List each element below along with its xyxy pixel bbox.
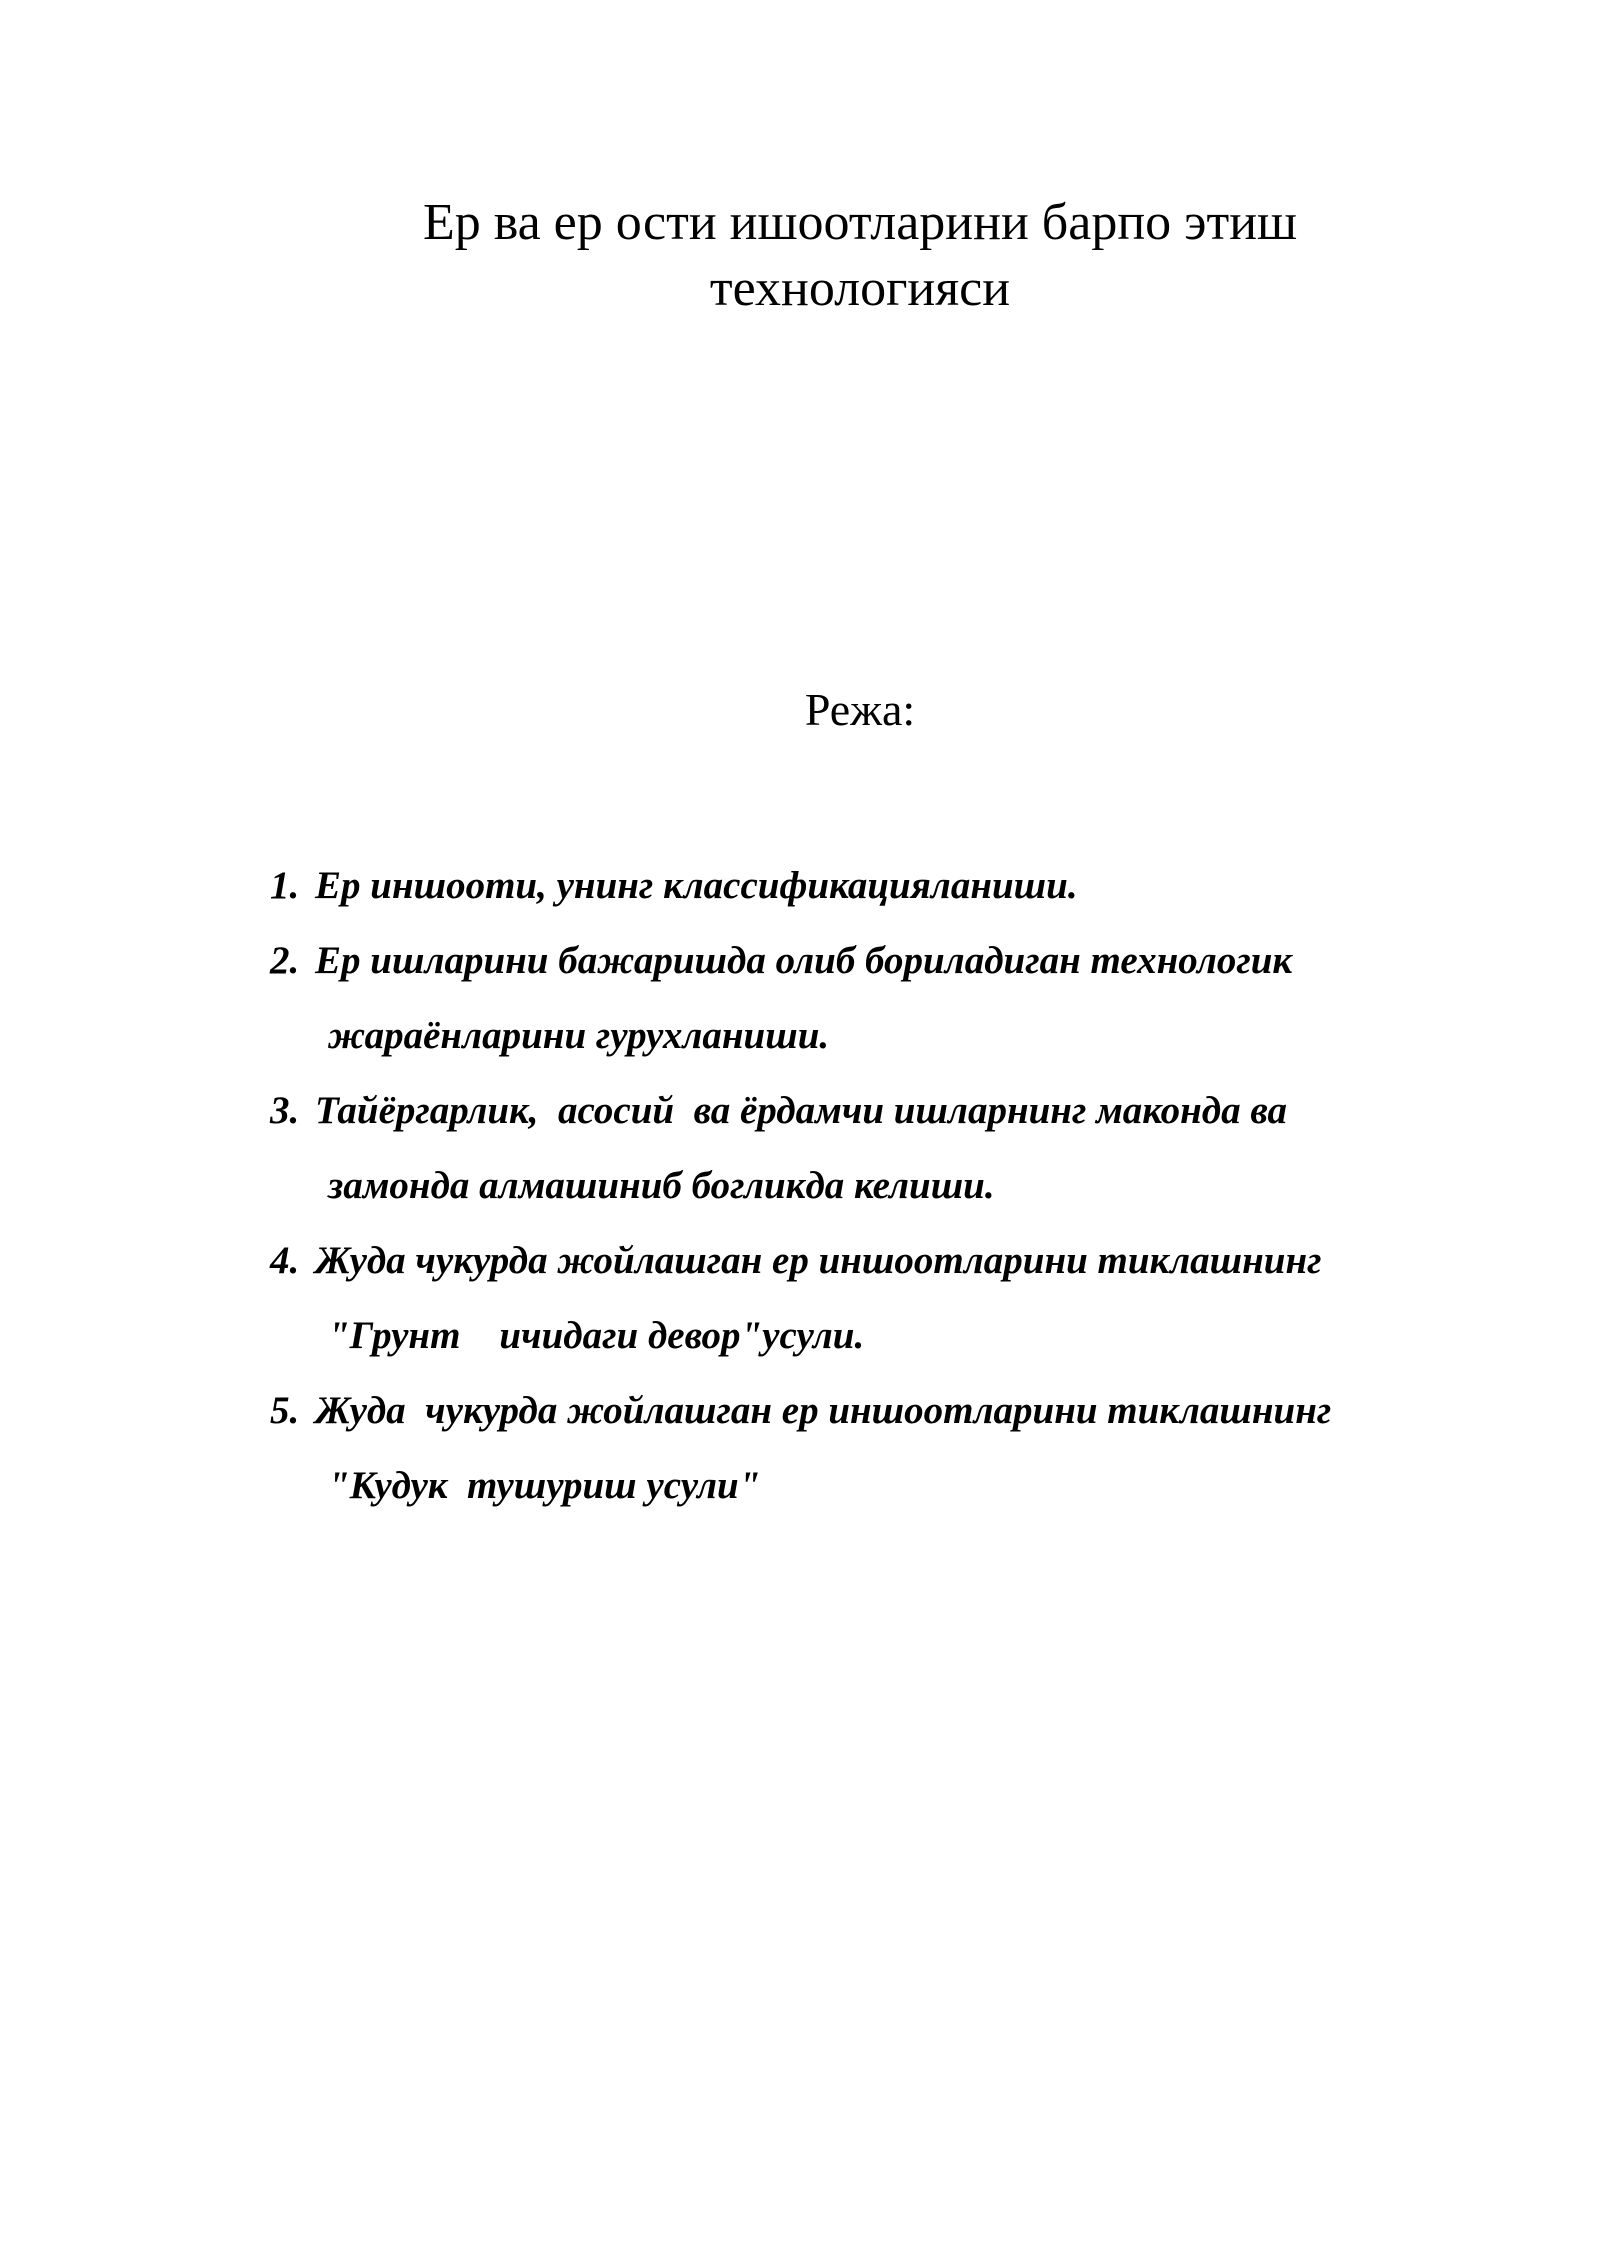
plan-item-text: Тайёргарлик, асосий ва ёрдамчи ишларнинг маконда ва [315,1089,1287,1132]
plan-item-3 [270,1073,1520,1223]
plan-item-number: 4. [270,1239,300,1282]
plan-item-2 [270,923,1520,1073]
document-title [260,190,1460,322]
plan-item-4 [270,1223,1520,1373]
plan-list [270,848,1520,1523]
plan-item-number: 5. [270,1389,300,1432]
plan-item-number: 2. [270,939,300,982]
plan-heading: Режа: [804,684,916,735]
plan-item-text-continued: "Кудук тушуриш усули" [328,1464,761,1507]
plan-item-text-continued: замонда алмашиниб богликда келиши. [328,1164,995,1207]
plan-item-text: Ер иншооти, унинг классификацияланиши. [315,864,1078,907]
plan-item-text: Ер ишларини бажаришда олиб бориладиган технологик [315,939,1293,982]
plan-item-text: Жуда чукурда жойлашган ер иншоотларини тиклашнинг [315,1389,1332,1432]
plan-item-text-continued: "Грунт ичидаги девор"усули. [328,1314,865,1357]
plan-item-text: Жуда чукурда жойлашган ер иншоотларини тиклашнинг [315,1239,1322,1282]
plan-item-number: 3. [270,1089,300,1132]
plan-item-5 [270,1373,1520,1523]
plan-item-1 [270,848,1520,923]
document-title-line-1: Ер ва ер ости ишоотларини барпо этиш [422,193,1298,251]
document-title-line-2: технологияси [709,259,1011,317]
plan-item-number: 1. [270,864,300,907]
plan-item-text-continued: жараёнларини гурухланиши. [328,1014,830,1057]
